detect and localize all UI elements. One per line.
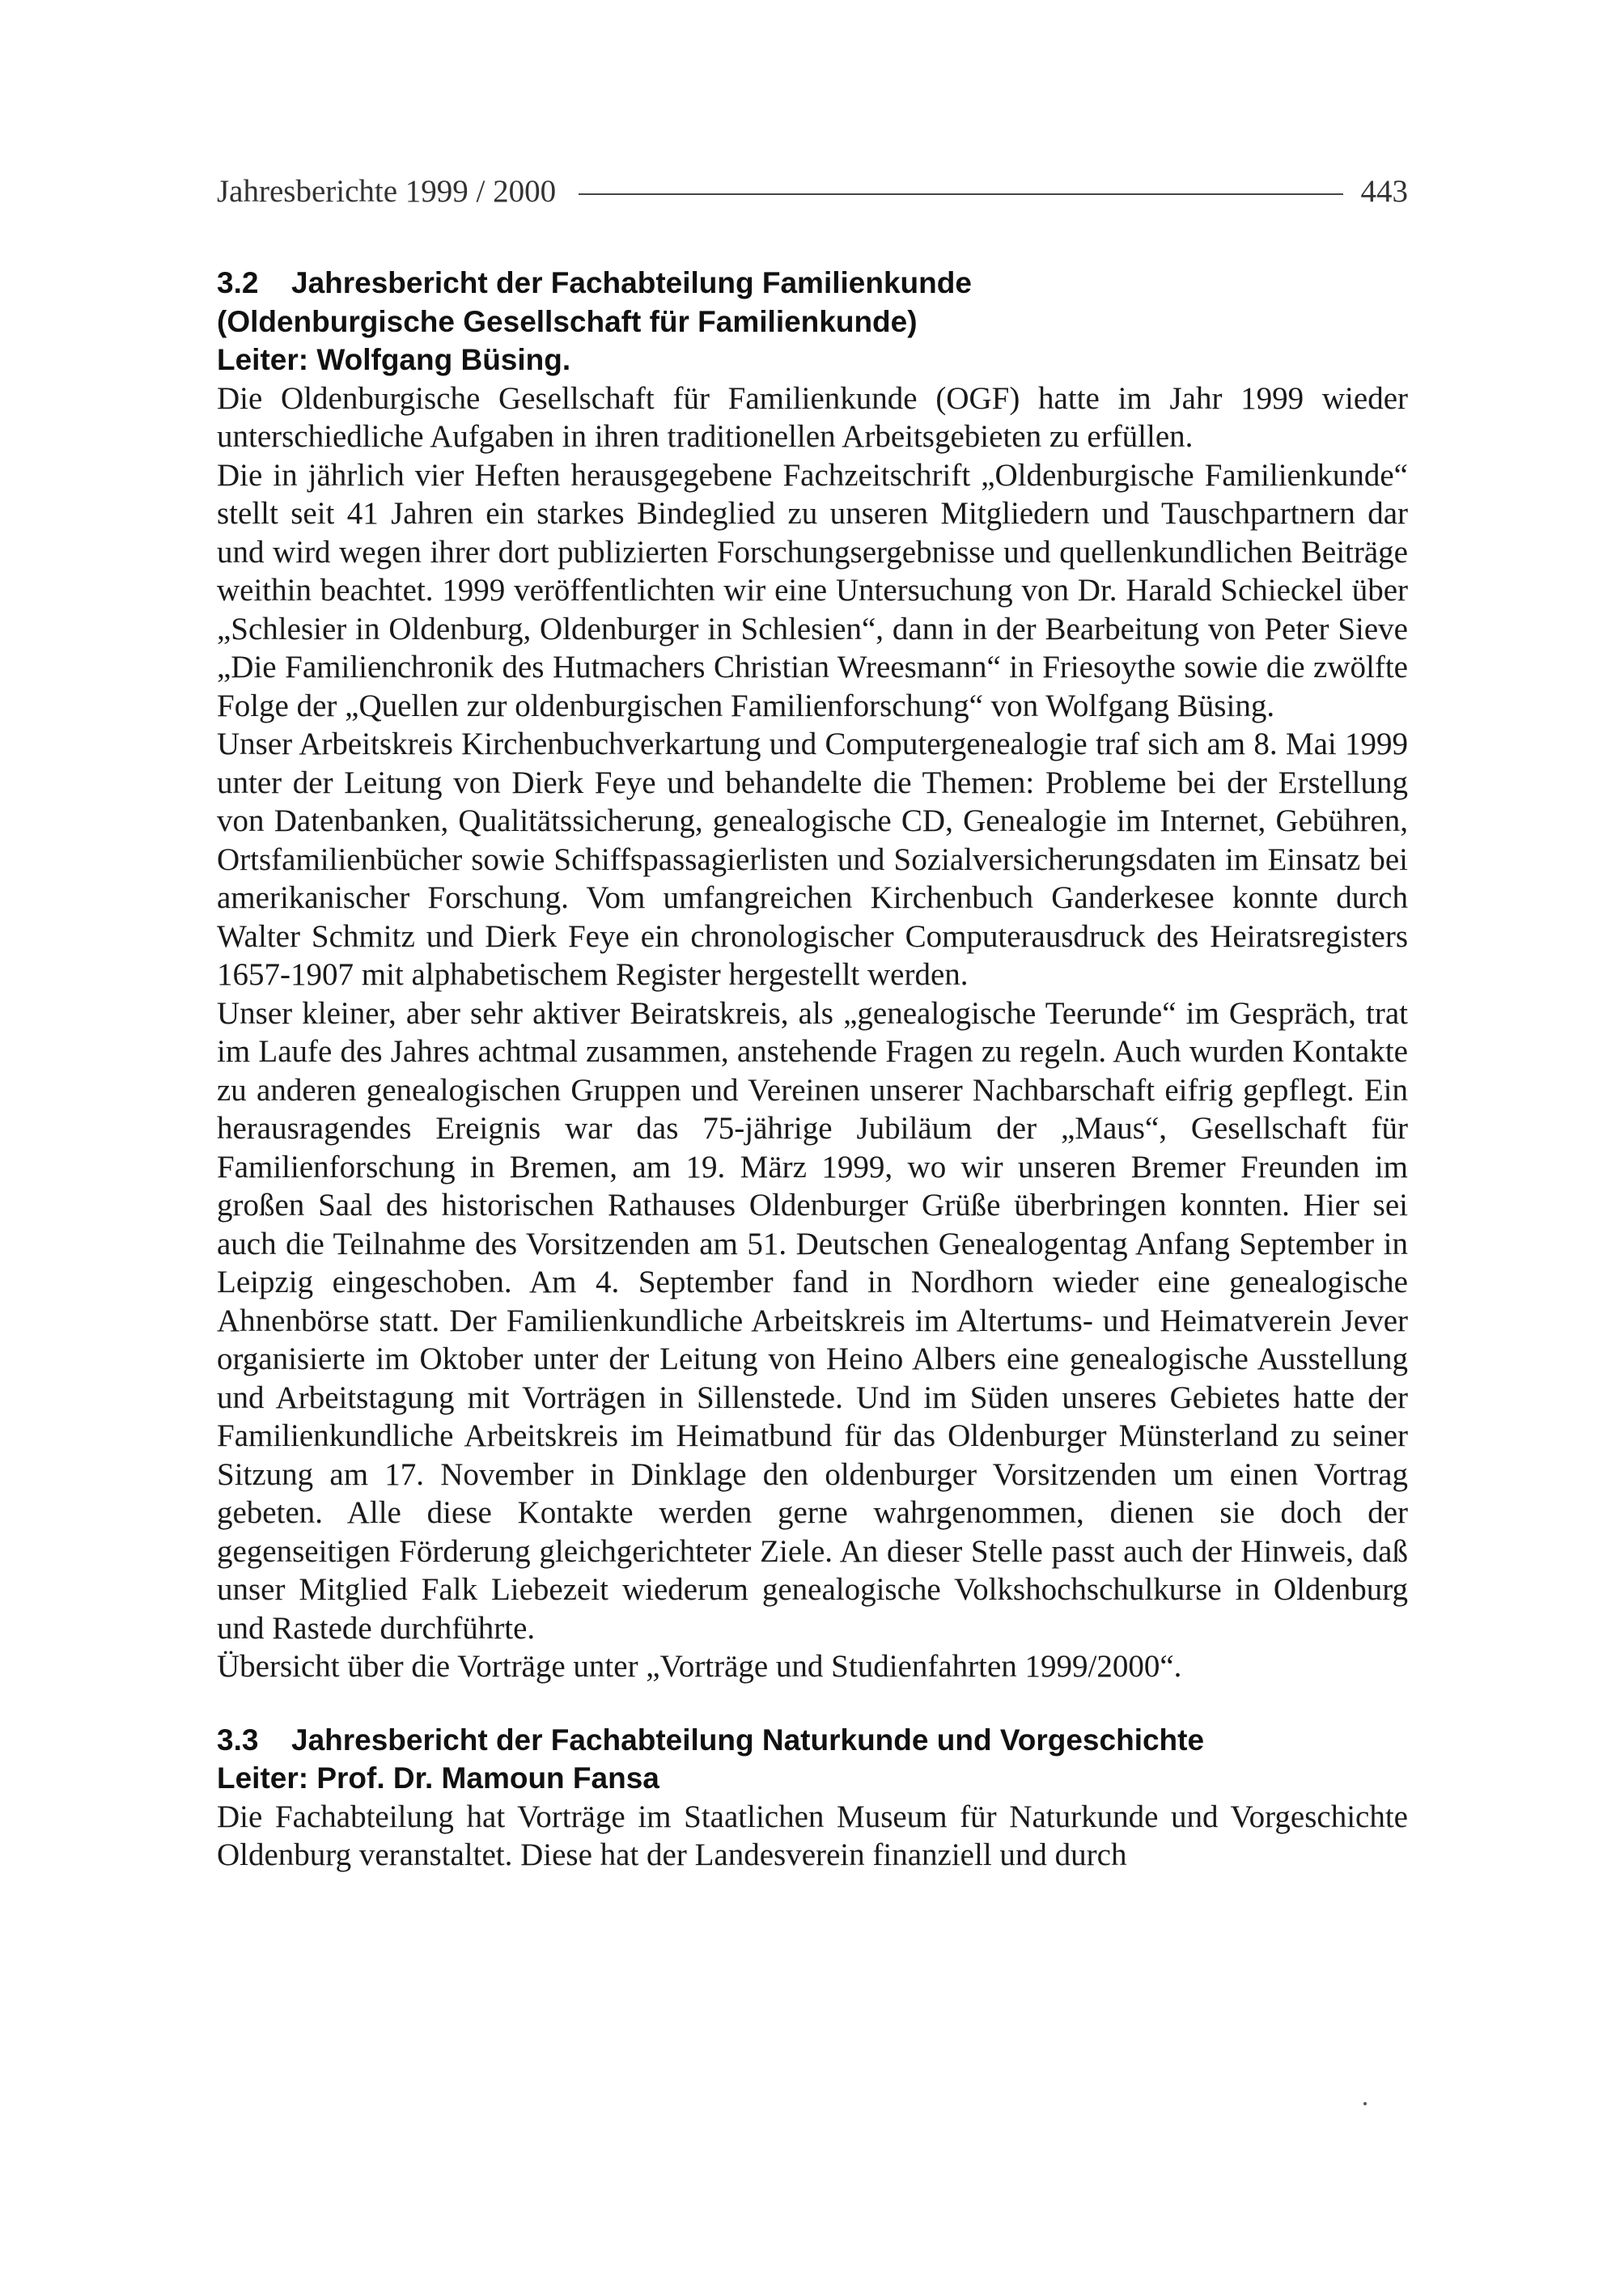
page-body <box>217 264 1408 1875</box>
scan-speck <box>1363 2102 1367 2105</box>
section-spacer <box>217 1686 1408 1721</box>
section-3-2 <box>217 264 1408 1686</box>
body-paragraph: Unser kleiner, aber sehr aktiver Beiratskreis, als „genealogische Teerunde“ im Gespräch, trat im Laufe des Jahres achtmal zusammen, anstehende Fragen zu regeln. Auch wurden Kontakte zu anderen genealogischen Gruppen und Vereinen unserer Nachbarschaft eifrig gepflegt. Ein herausragendes Ereignis war das 75-jährige Jubiläum der „Maus“, Gesellschaft für Familienforschung in Bremen, am 19. März 1999, wo wir unseren Bremer Freunden im großen Saal des historischen Rathauses Oldenburger Grüße überbringen konnten. Hier sei auch die Teilnahme des Vorsitzenden am 51. Deutschen Genealogentag Anfang September in Leipzig eingeschoben. Am 4. September fand in Nordhorn wieder eine genealogische Ahnenbörse statt. Der Familienkundliche Arbeitskreis im Altertums- und Heimatverein Jever organisierte im Oktober unter der Leitung von Heino Albers eine genealogische Ausstellung und Arbeitstagung mit Vorträgen in Sillenstede. Und im Süden unseres Gebietes hatte der Familienkundliche Arbeitskreis im Heimatbund für das Oldenburger Münsterland zu seiner Sitzung am 17. November in Dinklage den oldenburger Vorsitzenden um einen Vortrag gebeten. Alle diese Kontakte werden gerne wahrgenommen, dienen sie doch der gegenseitigen Förderung gleichgerichteter Ziele. An dieser Stelle passt auch der Hinweis, daß unser Mitglied Falk Liebezeit wiederum genealogische Volkshochschulkurse in Oldenburg und Rastede durchführte. <box>217 995 1408 1646</box>
section-heading <box>217 264 1408 379</box>
running-title: Jahresberichte 1999 / 2000 <box>217 173 557 209</box>
section-title-line <box>217 264 1408 303</box>
section-number: 3.2 <box>217 266 259 299</box>
section-heading <box>217 1721 1408 1798</box>
section-title: Jahresbericht der Fachabteilung Naturkunde und Vorgeschichte <box>291 1723 1205 1757</box>
header-rule <box>579 193 1342 195</box>
body-paragraph: Übersicht über die Vorträge unter „Vorträge und Studienfahrten 1999/2000“. <box>217 1649 1182 1684</box>
body-paragraph: Die Oldenburgische Gesellschaft für Familienkunde (OGF) hatte im Jahr 1999 wieder unterschiedliche Aufgaben in ihren traditionellen Arbeitsgebieten zu erfüllen. <box>217 380 1408 454</box>
section-leader: Leiter: Prof. Dr. Mamoun Fansa <box>217 1761 659 1795</box>
section-title-line <box>217 1721 1408 1760</box>
section-title: Jahresbericht der Fachabteilung Familienkunde <box>291 266 972 299</box>
running-header <box>217 168 1408 214</box>
body-paragraph: Unser Arbeitskreis Kirchenbuchverkartung und Computergenealogie traf sich am 8. Mai 1999 unter der Leitung von Dierk Feye und behandelte die Themen: Probleme bei der Erstellung von Datenbanken, Qualitätssicherung, genealogische CD, Genealogie im Internet, Gebühren, Ortsfamilienbücher sowie Schiffspassagierlisten und Sozialversicherungsdaten im Einsatz bei amerikanischer Forschung. Vom umfangreichen Kirchenbuch Ganderkesee konnte durch Walter Schmitz und Dierk Feye ein chronologischer Computerausdruck des Heiratsregisters 1657-1907 mit alphabetischem Register hergestellt werden. <box>217 727 1408 992</box>
section-leader: Leiter: Wolfgang Büsing. <box>217 343 571 376</box>
section-subtitle: (Oldenburgische Gesellschaft für Familienkunde) <box>217 304 918 338</box>
page-number: 443 <box>1360 173 1408 209</box>
body-paragraph: Die Fachabteilung hat Vorträge im Staatlichen Museum für Naturkunde und Vorgeschichte Oldenburg veranstaltet. Diese hat der Landesverein finanziell und durch <box>217 1799 1408 1872</box>
body-paragraph: Die in jährlich vier Heften herausgegebene Fachzeitschrift „Oldenburgische Familienkunde“ stellt seit 41 Jahren ein starkes Bindeglied zu unseren Mitgliedern und Tauschpartnern dar und wird wegen ihrer dort publizierten Forschungsergebnisse und quellenkundlichen Beiträge weithin beachtet. 1999 veröffentlichten wir eine Untersuchung von Dr. Harald Schieckel über „Schlesier in Oldenburg, Oldenburger in Schlesien“, dann in der Bearbeitung von Peter Sieve „Die Familienchronik des Hutmachers Christian Wreesmann“ in Friesoythe sowie die zwölfte Folge der „Quellen zur oldenburgischen Familienforschung“ von Wolfgang Büsing. <box>217 457 1408 723</box>
section-3-3 <box>217 1721 1408 1875</box>
section-number: 3.3 <box>217 1723 259 1757</box>
